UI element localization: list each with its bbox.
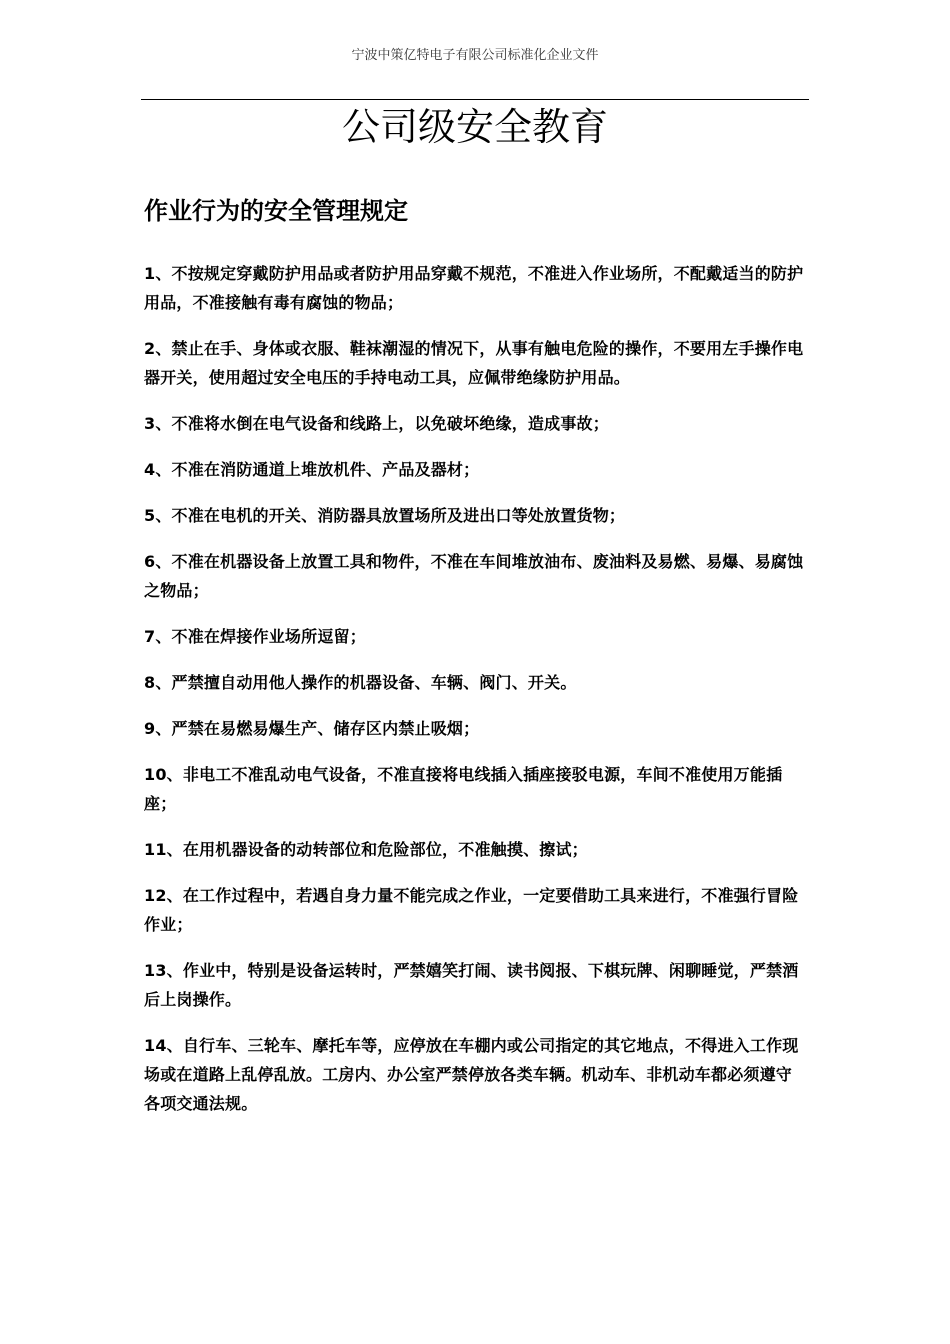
rules-list	[144, 259, 806, 1135]
rule-item-2: 2、禁止在手、身体或衣服、鞋袜潮湿的情况下，从事有触电危险的操作，不要用左手操作电器开关，使用超过安全电压的手持电动工具，应佩带绝缘防护用品。	[144, 339, 804, 387]
rule-item-7: 7、不准在焊接作业场所逗留；	[144, 627, 366, 646]
rule-item-8: 8、严禁擅自动用他人操作的机器设备、车辆、阀门、开关。	[144, 673, 577, 692]
rule-item-14: 14、自行车、三轮车、摩托车等，应停放在车棚内或公司指定的其它地点，不得进入工作现场或在道路上乱停乱放。工房内、办公室严禁停放各类车辆。机动车、非机动车都必须遵守各项交通法规。	[144, 1036, 799, 1113]
section-title: 作业行为的安全管理规定	[144, 197, 408, 225]
rule-item-5: 5、不准在电机的开关、消防器具放置场所及进出口等处放置货物；	[144, 506, 626, 525]
rule-item-1: 1、不按规定穿戴防护用品或者防护用品穿戴不规范，不准进入作业场所，不配戴适当的防护用品，不准接触有毒有腐蚀的物品；	[144, 264, 804, 312]
rule-item-4: 4、不准在消防通道上堆放机件、产品及器材；	[144, 460, 480, 479]
rule-item-6: 6、不准在机器设备上放置工具和物件，不准在车间堆放油布、废油料及易燃、易爆、易腐蚀之物品；	[144, 552, 804, 600]
header-divider	[141, 99, 809, 100]
page-header: 宁波中策亿特电子有限公司标准化企业文件	[351, 48, 599, 63]
rule-item-3: 3、不准将水倒在电气设备和线路上，以免破坏绝缘，造成事故；	[144, 414, 609, 433]
rule-item-9: 9、严禁在易燃易爆生产、储存区内禁止吸烟；	[144, 719, 480, 738]
rule-item-12: 12、在工作过程中，若遇自身力量不能完成之作业，一定要借助工具来进行，不准强行冒险作业；	[144, 886, 799, 934]
rule-item-10: 10、非电工不准乱动电气设备，不准直接将电线插入插座接驳电源，车间不准使用万能插座；	[144, 765, 783, 813]
document-title: 公司级安全教育	[341, 105, 608, 149]
rule-item-11: 11、在用机器设备的动转部位和危险部位，不准触摸、擦试；	[144, 840, 588, 859]
rule-item-13: 13、作业中，特别是设备运转时，严禁嬉笑打闹、读书阅报、下棋玩牌、闲聊睡觉，严禁酒后上岗操作。	[144, 961, 799, 1009]
